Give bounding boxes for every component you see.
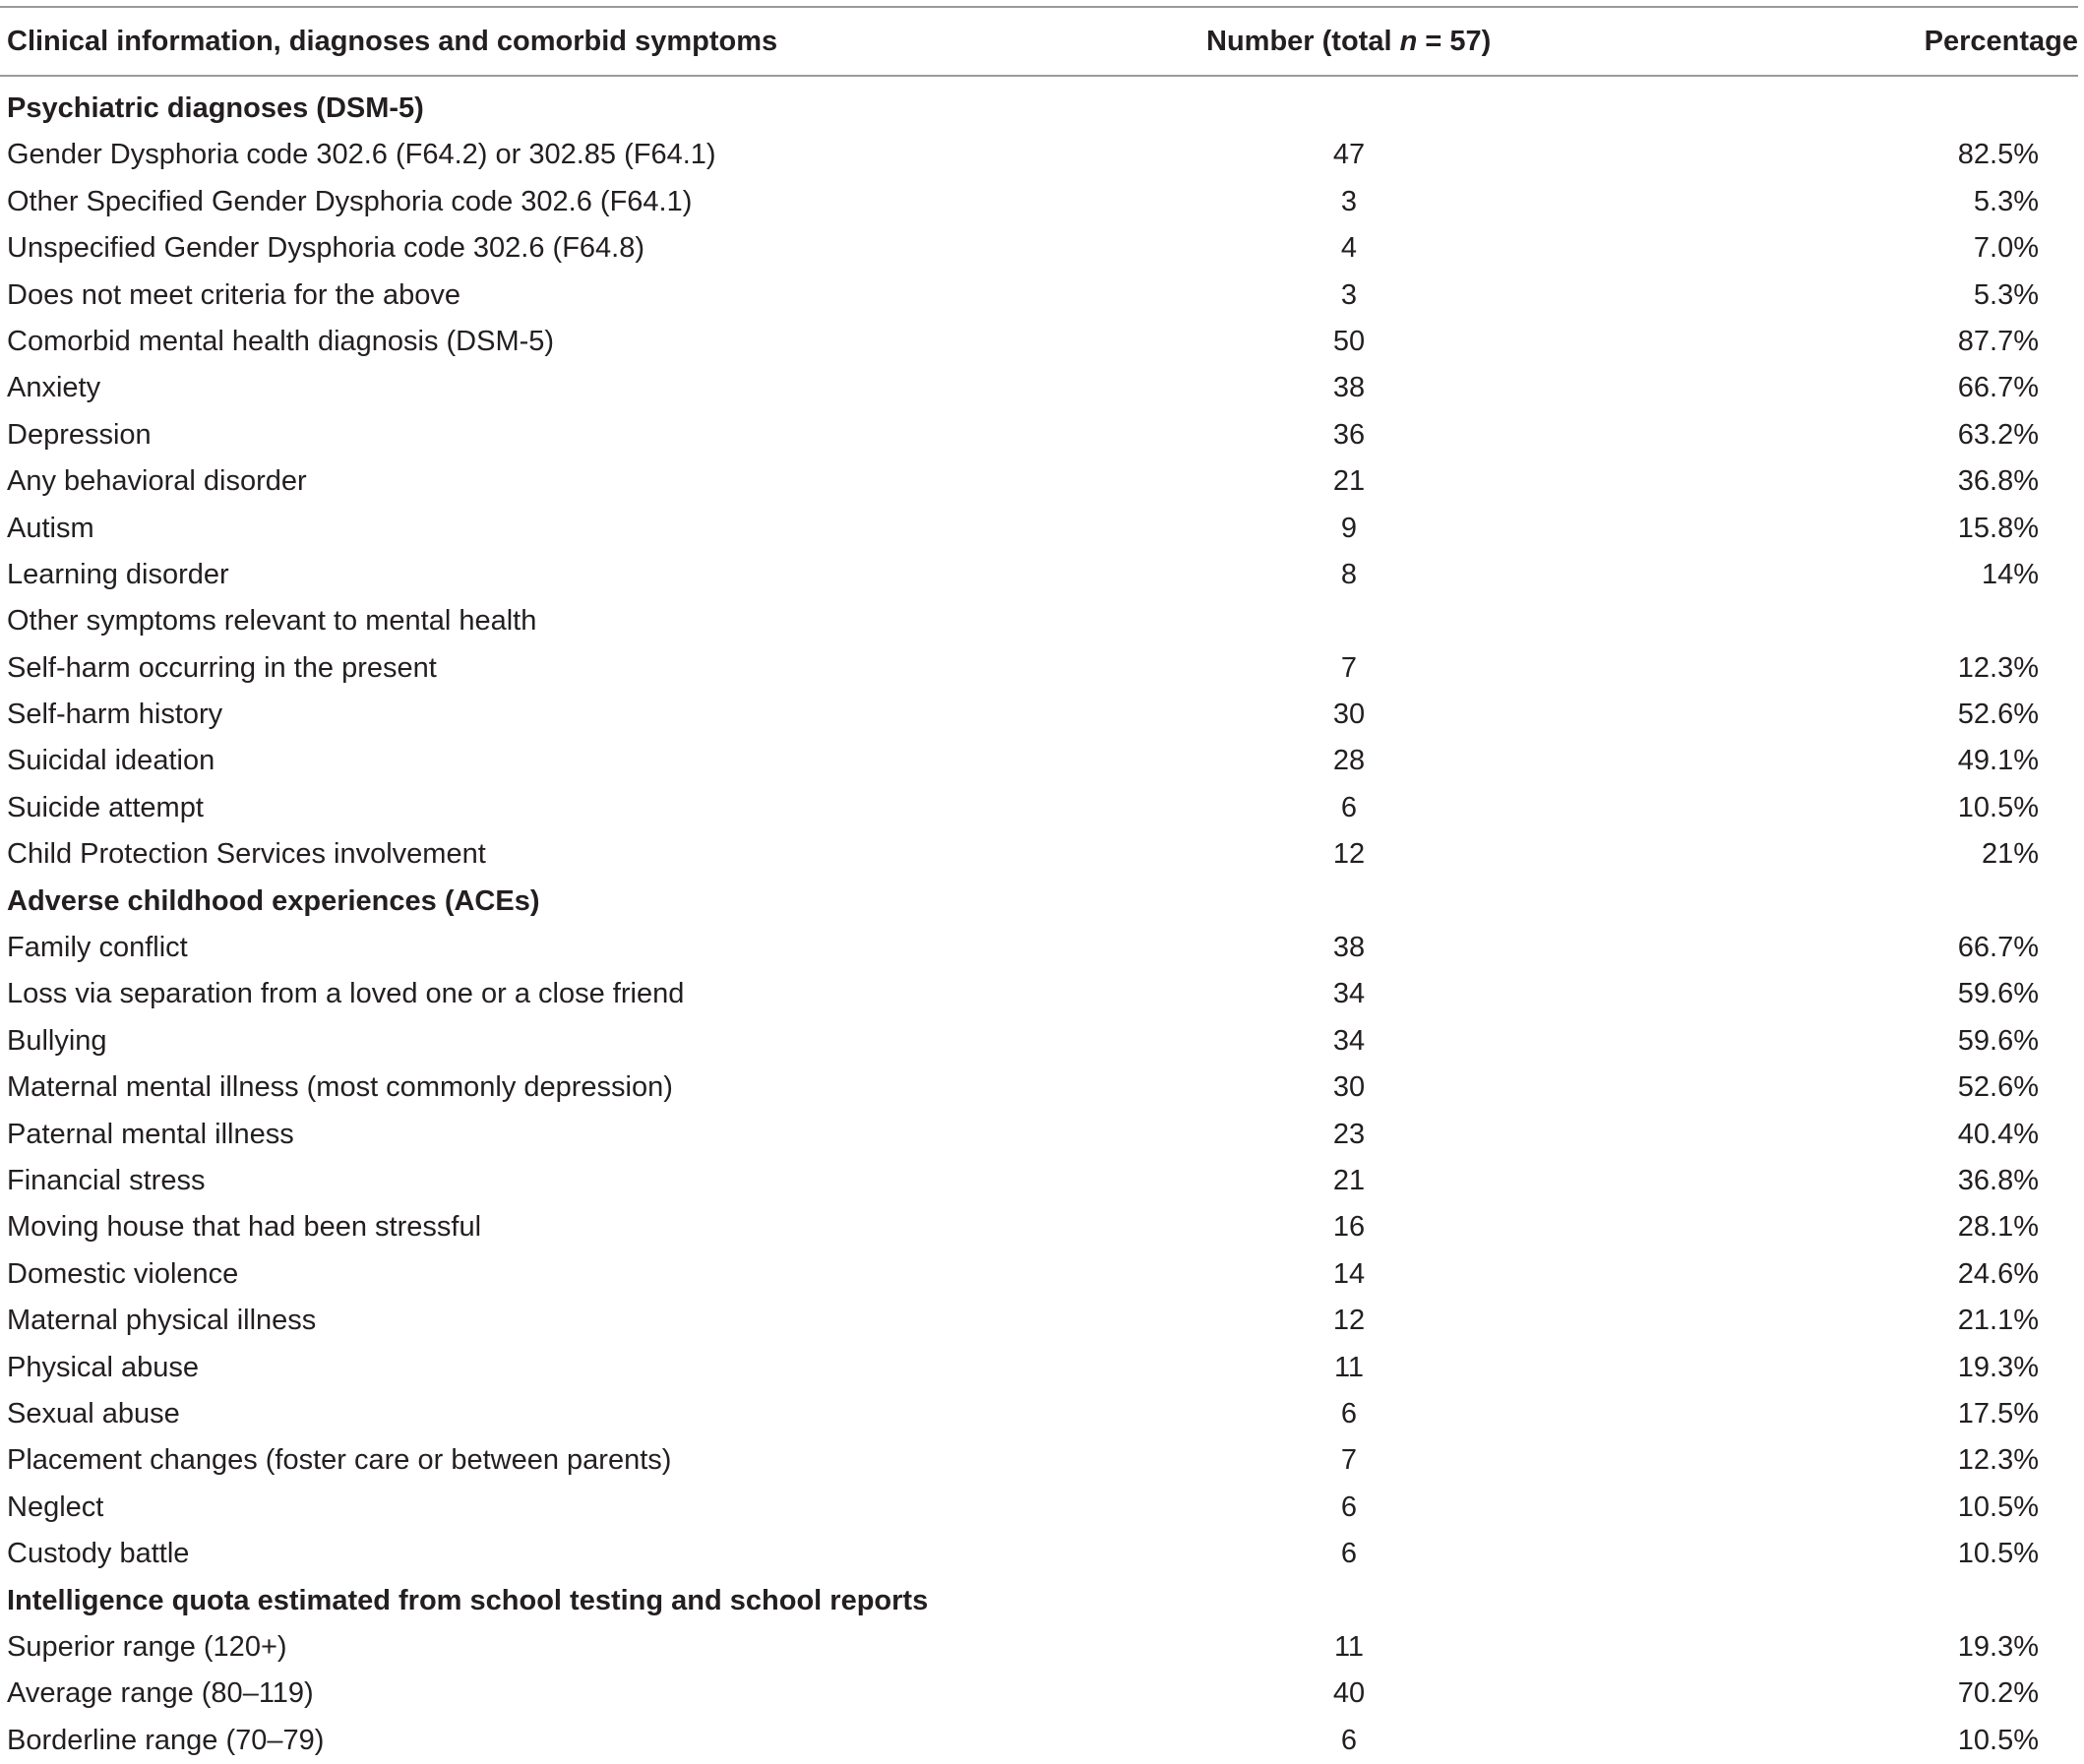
- row-percentage: 10.5%: [1957, 1724, 2039, 1756]
- table-header-rule: [0, 75, 2078, 77]
- row-number: 6: [1340, 1724, 1358, 1756]
- column-header-number-n: n: [1399, 26, 1418, 57]
- row-number: 7: [1340, 1444, 1358, 1477]
- row-number: [1251, 1578, 1447, 1624]
- row-number: 21: [1332, 465, 1366, 498]
- table-row: [0, 1064, 2078, 1111]
- table-row: [0, 458, 2078, 505]
- column-header-percentage: Percentage: [1924, 26, 2078, 57]
- table-row: [0, 1158, 2078, 1204]
- section-header-row: [0, 879, 2078, 925]
- row-percentage: 19.3%: [1957, 1351, 2039, 1383]
- table-row: [0, 1112, 2078, 1158]
- row-number: 6: [1340, 1397, 1358, 1429]
- table-row: [0, 785, 2078, 831]
- row-label: Domestic violence: [7, 1257, 239, 1290]
- table-row: [0, 645, 2078, 692]
- row-percentage: 10.5%: [1957, 1490, 2039, 1523]
- row-percentage: 28.1%: [1957, 1211, 2039, 1244]
- row-label: Maternal mental illness (most commonly depression): [7, 1071, 673, 1104]
- row-number: 12: [1332, 1305, 1366, 1337]
- row-percentage: 66.7%: [1957, 372, 2039, 404]
- row-number: 7: [1340, 651, 1358, 684]
- row-number: 38: [1332, 932, 1366, 964]
- row-label: Self-harm occurring in the present: [7, 651, 437, 684]
- section-header-row: [0, 1578, 2078, 1624]
- row-label: Learning disorder: [7, 558, 229, 590]
- row-label: Child Protection Services involvement: [7, 838, 486, 871]
- row-label: Paternal mental illness: [7, 1118, 294, 1150]
- table-row: [0, 179, 2078, 225]
- row-label: Suicide attempt: [7, 791, 204, 823]
- row-label: Sexual abuse: [7, 1397, 180, 1429]
- table-row: [0, 1345, 2078, 1391]
- column-header-number-prefix: Number (total: [1206, 26, 1400, 57]
- table-row: [0, 412, 2078, 458]
- row-number: 30: [1332, 699, 1366, 731]
- row-label: Other symptoms relevant to mental health: [7, 605, 537, 638]
- row-label: Any behavioral disorder: [7, 465, 307, 498]
- section-header-row: [0, 86, 2078, 132]
- table-row: [0, 1624, 2078, 1671]
- row-percentage: 14%: [1981, 558, 2039, 590]
- row-number: 6: [1340, 1538, 1358, 1570]
- row-percentage: 7.0%: [1973, 232, 2039, 265]
- table-row: [0, 598, 2078, 644]
- table-row: [0, 365, 2078, 411]
- row-number: 4: [1340, 232, 1358, 265]
- table-row: [0, 132, 2078, 178]
- row-number: 14: [1332, 1257, 1366, 1290]
- row-label: Superior range (120+): [7, 1630, 287, 1663]
- row-number: 8: [1340, 558, 1358, 590]
- row-number: 36: [1332, 418, 1366, 451]
- row-percentage: 21.1%: [1957, 1305, 2039, 1337]
- row-percentage: 63.2%: [1957, 418, 2039, 451]
- row-percentage: 10.5%: [1957, 1538, 2039, 1570]
- row-label: Neglect: [7, 1490, 104, 1523]
- row-label: Suicidal ideation: [7, 745, 215, 777]
- row-percentage: 12.3%: [1957, 1444, 2039, 1477]
- section-title: Adverse childhood experiences (ACEs): [7, 884, 540, 917]
- table-row: [0, 1018, 2078, 1064]
- table-row: [0, 1204, 2078, 1250]
- row-percentage: 66.7%: [1957, 932, 2039, 964]
- row-label: Depression: [7, 418, 152, 451]
- row-percentage: 87.7%: [1957, 325, 2039, 357]
- row-number: 12: [1332, 838, 1366, 871]
- row-label: Placement changes (foster care or between parents): [7, 1444, 672, 1477]
- row-label: Unspecified Gender Dysphoria code 302.6 (F64.8): [7, 232, 645, 265]
- row-label: Family conflict: [7, 932, 188, 964]
- row-label: Bullying: [7, 1024, 107, 1057]
- row-number: 11: [1333, 1630, 1365, 1663]
- column-header-clinical-info: Clinical information, diagnoses and comorbid symptoms: [7, 26, 778, 57]
- section-title: Intelligence quota estimated from school testing and school reports: [7, 1584, 929, 1616]
- row-label: Physical abuse: [7, 1351, 200, 1383]
- row-number: 6: [1340, 791, 1358, 823]
- row-number: 3: [1340, 185, 1358, 217]
- table-row: [0, 1391, 2078, 1437]
- column-header-number-suffix: = 57): [1417, 26, 1492, 57]
- row-percentage: 12.3%: [1957, 651, 2039, 684]
- row-label: Borderline range (70–79): [7, 1724, 325, 1756]
- row-number: 23: [1332, 1118, 1366, 1150]
- row-percentage: 10.5%: [1957, 791, 2039, 823]
- row-number: 34: [1332, 978, 1366, 1010]
- row-percentage: 19.3%: [1957, 1630, 2039, 1663]
- row-percentage: 36.8%: [1957, 1164, 2039, 1196]
- row-label: Comorbid mental health diagnosis (DSM-5): [7, 325, 555, 357]
- row-label: Self-harm history: [7, 699, 223, 731]
- row-percentage: 17.5%: [1957, 1397, 2039, 1429]
- table-row: [0, 319, 2078, 365]
- table-row: [0, 971, 2078, 1017]
- row-label: Other Specified Gender Dysphoria code 302.6 (F64.1): [7, 185, 693, 217]
- row-percentage: 82.5%: [1957, 139, 2039, 171]
- table-row: [0, 1485, 2078, 1531]
- row-number: 21: [1332, 1164, 1366, 1196]
- row-label: Maternal physical illness: [7, 1305, 317, 1337]
- table-row: [0, 1671, 2078, 1717]
- row-percentage: 40.4%: [1957, 1118, 2039, 1150]
- row-number: [1251, 86, 1447, 132]
- row-percentage: 5.3%: [1973, 185, 2039, 217]
- row-number: 11: [1333, 1351, 1365, 1383]
- row-number: 38: [1332, 372, 1366, 404]
- table-row: [0, 273, 2078, 319]
- table-row: [0, 1531, 2078, 1577]
- table-row: [0, 506, 2078, 552]
- table-row: [0, 692, 2078, 738]
- row-percentage: 15.8%: [1957, 512, 2039, 544]
- row-label: Does not meet criteria for the above: [7, 278, 461, 311]
- row-percentage: 49.1%: [1957, 745, 2039, 777]
- row-label: Custody battle: [7, 1538, 190, 1570]
- row-label: Moving house that had been stressful: [7, 1211, 482, 1244]
- table-row: [0, 1251, 2078, 1298]
- row-percentage: 5.3%: [1973, 278, 2039, 311]
- row-number: 16: [1332, 1211, 1366, 1244]
- row-percentage: 59.6%: [1957, 978, 2039, 1010]
- row-label: Financial stress: [7, 1164, 206, 1196]
- row-percentage: 52.6%: [1957, 1071, 2039, 1104]
- table-row: [0, 1437, 2078, 1484]
- table-row: [0, 925, 2078, 971]
- row-number: 40: [1332, 1677, 1366, 1710]
- row-percentage: 52.6%: [1957, 699, 2039, 731]
- row-percentage: 36.8%: [1957, 465, 2039, 498]
- row-label: Autism: [7, 512, 94, 544]
- row-label: Loss via separation from a loved one or a close friend: [7, 978, 685, 1010]
- table-top-rule: [0, 6, 2078, 8]
- column-header-number: [1206, 20, 1491, 63]
- row-number: 30: [1332, 1071, 1366, 1104]
- table-body: [0, 86, 2078, 1764]
- row-number: 28: [1332, 745, 1366, 777]
- table-row: [0, 738, 2078, 784]
- section-title: Psychiatric diagnoses (DSM-5): [7, 92, 424, 124]
- row-percentage: 24.6%: [1957, 1257, 2039, 1290]
- table-row: [0, 1298, 2078, 1344]
- row-label: Average range (80–119): [7, 1677, 314, 1710]
- row-number: 47: [1332, 139, 1366, 171]
- table-row: [0, 225, 2078, 272]
- table-row: [0, 1718, 2078, 1764]
- row-number: [1251, 598, 1447, 644]
- row-label: Anxiety: [7, 372, 101, 404]
- row-number: 3: [1340, 278, 1358, 311]
- table-row: [0, 552, 2078, 598]
- row-percentage: 59.6%: [1957, 1024, 2039, 1057]
- row-percentage: 70.2%: [1957, 1677, 2039, 1710]
- row-number: 9: [1340, 512, 1358, 544]
- row-number: 50: [1332, 325, 1366, 357]
- row-number: 6: [1340, 1490, 1358, 1523]
- row-number: 34: [1332, 1024, 1366, 1057]
- row-percentage: 21%: [1981, 838, 2039, 871]
- row-number: [1251, 879, 1447, 925]
- table-row: [0, 831, 2078, 878]
- row-label: Gender Dysphoria code 302.6 (F64.2) or 302.85 (F64.1): [7, 139, 716, 171]
